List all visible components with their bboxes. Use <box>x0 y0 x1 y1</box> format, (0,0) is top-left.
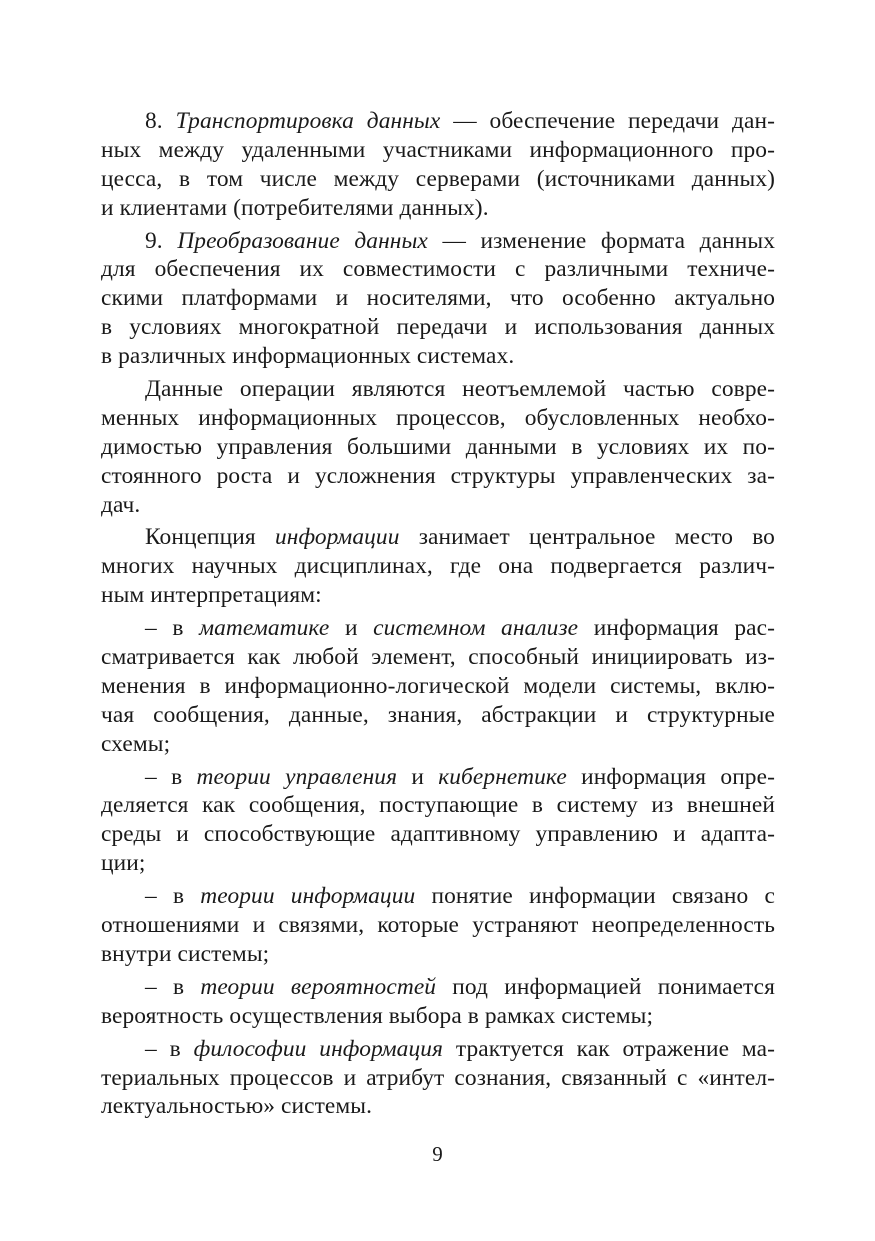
italic-term: системном анализе <box>373 615 579 642</box>
text-line <box>101 1002 775 1031</box>
text-run: среды и способствующие адаптивному управлению и адапта- <box>101 821 775 848</box>
text-line <box>101 581 775 610</box>
text-line <box>101 1092 775 1121</box>
text-run: в различных информационных системах. <box>101 343 515 370</box>
text-line <box>101 849 775 878</box>
text-run: и <box>397 763 439 790</box>
text-run: — обеспечение передачи дан- <box>440 108 775 134</box>
text-run: менных информационных процессов, обусловленных необхо- <box>101 404 775 431</box>
text-line <box>101 255 775 284</box>
text-line <box>101 107 775 136</box>
text-line <box>101 643 775 672</box>
text-line <box>101 136 775 165</box>
text-line <box>101 433 775 462</box>
paragraph <box>101 107 775 223</box>
paragraph <box>101 763 775 879</box>
text-run: информация опре- <box>566 763 775 790</box>
paragraph <box>101 614 775 758</box>
text-line <box>101 165 775 194</box>
text-run: – в <box>145 973 201 1000</box>
text-line <box>101 973 775 1002</box>
text-line <box>101 491 775 520</box>
italic-term: математике <box>199 615 330 642</box>
italic-term: теории управления <box>196 763 398 790</box>
text-run: отношениями и связями, которые устраняют неопределенность <box>101 912 775 939</box>
text-run: – в <box>145 763 197 790</box>
text-run: для обеспечения их совместимости с различными техниче- <box>101 256 775 283</box>
text-line <box>101 284 775 313</box>
text-run: стоянного роста и усложнения структуры управленческих за- <box>101 462 775 489</box>
text-line <box>101 701 775 730</box>
text-run: Данные операции являются неотъемлемой частью совре- <box>145 376 775 403</box>
italic-term: кибернетике <box>438 763 567 790</box>
text-run: ции; <box>101 850 146 877</box>
text-line <box>101 820 775 849</box>
text-run: — изменение формата данных <box>427 227 775 254</box>
text-run: занимает центральное место во <box>399 524 775 551</box>
text-line <box>101 672 775 701</box>
text-run: 8. <box>145 108 176 134</box>
text-line <box>101 730 775 759</box>
text-line <box>101 1035 775 1064</box>
text-run: – в <box>145 883 201 910</box>
text-line <box>101 614 775 643</box>
text-run: – в <box>145 615 200 642</box>
text-line <box>101 523 775 552</box>
text-run: схемы; <box>101 730 171 757</box>
italic-term: теории вероятностей <box>200 973 437 1000</box>
italic-term: Преобразование данных <box>177 227 428 254</box>
italic-term: Транспортировка данных <box>175 108 441 134</box>
text-line <box>101 763 775 792</box>
paragraph <box>101 882 775 969</box>
text-run: Концепция <box>145 524 275 551</box>
text-run: чая сообщения, данные, знания, абстракции и структурные <box>101 701 775 728</box>
text-line <box>101 911 775 940</box>
text-run: териальных процессов и атрибут сознания, связанный с «интел- <box>101 1064 775 1091</box>
page-number: 9 <box>432 1142 443 1166</box>
page-body <box>101 107 775 1121</box>
text-line <box>101 552 775 581</box>
text-run: в условиях многократной передачи и использования данных <box>101 314 775 341</box>
italic-term: информации <box>274 524 400 551</box>
text-run: вероятность осуществления выбора в рамках системы; <box>101 1002 654 1029</box>
paragraph <box>101 523 775 610</box>
text-line <box>101 227 775 256</box>
text-line <box>101 940 775 969</box>
text-run: менения в информационно-логической модели системы, вклю- <box>101 672 775 699</box>
text-line <box>101 791 775 820</box>
text-run: – в <box>145 1035 194 1062</box>
italic-term: философии информация <box>193 1035 444 1062</box>
text-run: 9. <box>145 227 178 254</box>
text-line <box>101 462 775 491</box>
text-run: ных между удаленными участниками информационного про- <box>101 136 775 163</box>
text-run: димостью управления большими данными в условиях их по- <box>101 433 775 460</box>
text-line <box>101 194 775 223</box>
text-run: под информацией понимается <box>436 973 776 1000</box>
text-run: внутри системы; <box>101 940 270 967</box>
text-line <box>101 375 775 404</box>
text-run: многих научных дисциплинах, где она подвергается различ- <box>101 553 775 580</box>
paragraph <box>101 1035 775 1122</box>
text-run: ным интерпретациям: <box>101 582 322 609</box>
text-run: цесса, в том числе между серверами (источниками данных) <box>101 165 775 192</box>
text-run: скими платформами и носителями, что особенно актуально <box>101 285 775 312</box>
paragraph <box>101 375 775 519</box>
italic-term: теории информации <box>200 883 416 910</box>
text-run: деляется как сообщения, поступающие в систему из внешней <box>101 792 775 819</box>
text-run: сматривается как любой элемент, способный инициировать из- <box>101 644 775 671</box>
text-run: и <box>329 615 374 642</box>
text-run: и клиентами (потребителями данных). <box>101 194 489 221</box>
text-line <box>101 404 775 433</box>
text-run: информация рас- <box>578 615 776 642</box>
paragraph <box>101 227 775 371</box>
text-run: трактуется как отражение ма- <box>443 1035 776 1062</box>
paragraph <box>101 973 775 1031</box>
text-run: понятие информации связано с <box>415 883 775 910</box>
text-run: лектуальностью» системы. <box>101 1093 373 1120</box>
text-line <box>101 882 775 911</box>
text-line <box>101 1064 775 1093</box>
text-run: дач. <box>101 491 141 518</box>
text-line <box>101 342 775 371</box>
text-line <box>101 313 775 342</box>
